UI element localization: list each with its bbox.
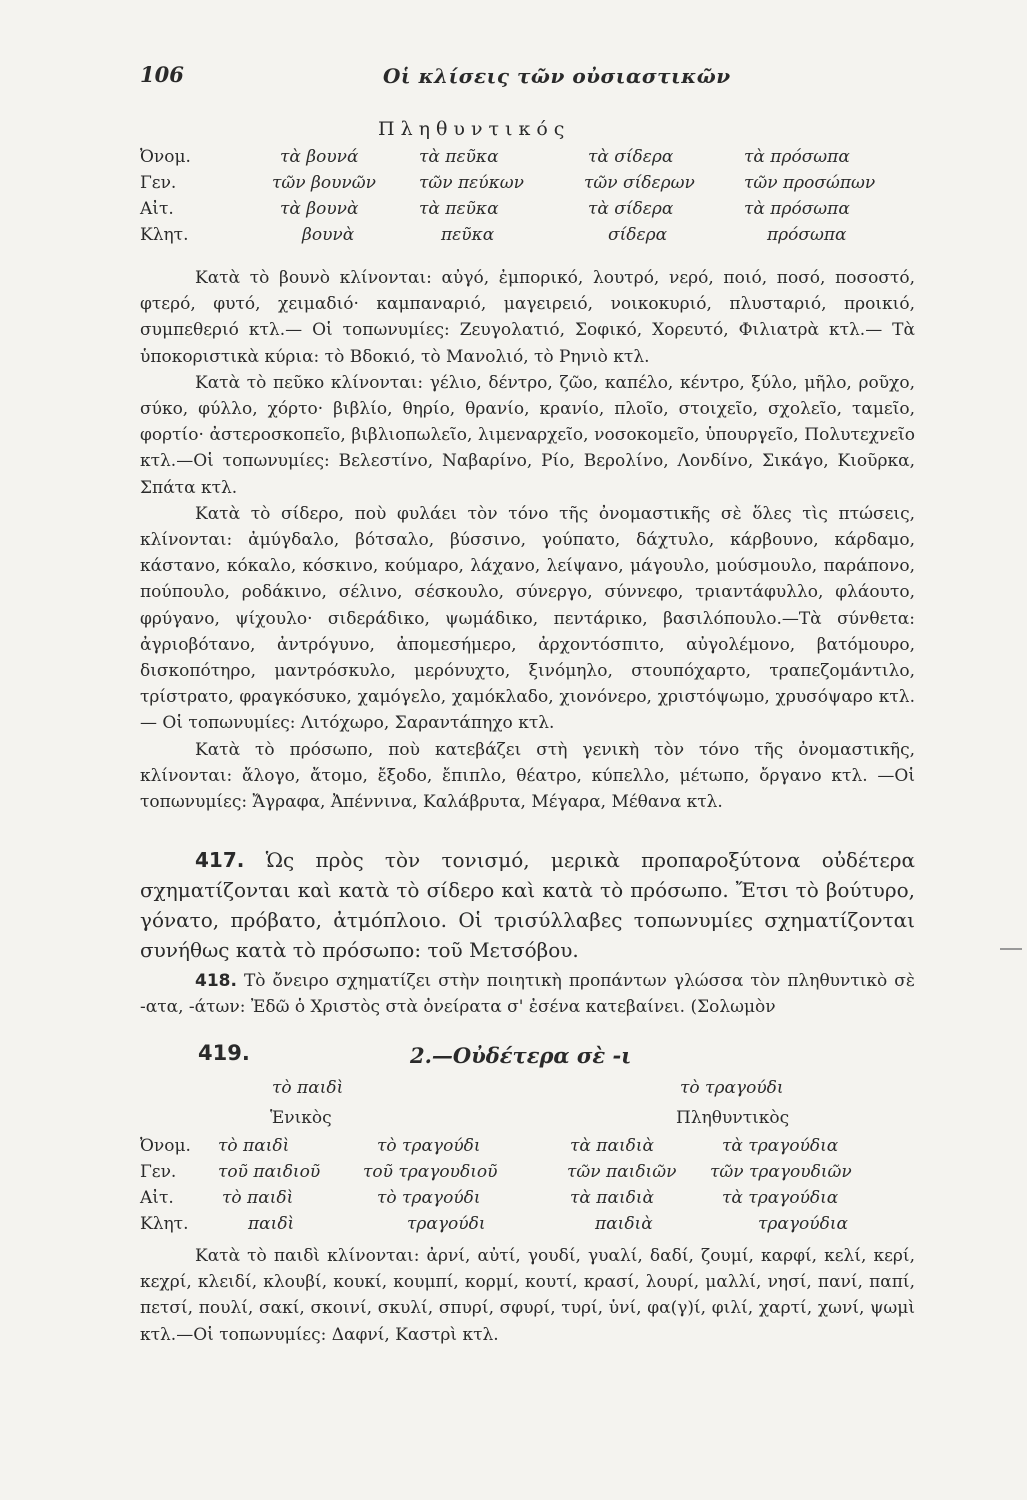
table-cell: τὰ σίδερα	[588, 147, 674, 167]
paragraph-prosopo: Κατὰ τὸ πρόσωπο, ποὺ κατεβάζει στὴ γενικὴ τὸν τόνο τῆς ὀνομαστικῆς, κλίνονται: ἄλογο, ἄτομο, ἔξοδο, ἔπιπλο, θέατρο, κύπελλο, μέτωπο, ὄργανο κτλ. —Οἱ τοπωνυμίες: Ἄγραφα, Ἀπέννινα, Καλάβρυτα, Μέγαρα, Μέθανα κτλ.	[140, 739, 915, 813]
column-title-right: τὸ τραγούδι	[680, 1078, 784, 1098]
case-label: Ὀνομ.	[140, 1136, 191, 1156]
table-cell: τὰ βουνὰ	[280, 199, 359, 219]
table-cell: τὰ πεῦκα	[419, 199, 499, 219]
plural-label: Πληθυντικὸς	[676, 1108, 790, 1128]
table-cell: τῶν τραγουδιῶν	[710, 1162, 852, 1182]
table-cell: πεῦκα	[441, 225, 495, 245]
table-cell: παιδὶ	[248, 1214, 295, 1234]
table-cell: τοῦ τραγουδιοῦ	[363, 1162, 498, 1182]
case-label: Αἰτ.	[140, 199, 174, 219]
margin-mark	[1000, 948, 1022, 950]
table-cell: τὸ παιδὶ	[218, 1136, 290, 1156]
table-cell: τὰ βουνά	[280, 147, 359, 167]
table-cell: τὸ τραγούδι	[377, 1136, 481, 1156]
table-cell: τῶν παιδιῶν	[567, 1162, 677, 1182]
table-cell: σίδερα	[608, 225, 668, 245]
table-cell: τὸ τραγούδι	[377, 1188, 481, 1208]
table-cell: τὰ τραγούδια	[722, 1188, 839, 1208]
table-cell: τὰ πρόσωπα	[744, 199, 850, 219]
section-417	[140, 845, 915, 965]
table-row	[140, 173, 917, 199]
paidi-paragraph-wrap	[140, 1243, 915, 1348]
declension-paragraphs	[140, 265, 915, 815]
section-text: Ὡς πρὸς τὸν τονισμό, μερικὰ προπαροξύτονα οὐδέτερα σχηματίζονται καὶ κατὰ τὸ σίδερο καὶ κατὰ τὸ πρόσωπο. Ἔτσι τὸ βούτυρο, γόνατο, πρόβατο, ἀτμόπλοιο. Οἱ τρισύλλαβες τοπωνυμίες σχηματίζονται συνήθως κατὰ τὸ πρόσωπο: τοῦ Μετσόβου.	[140, 848, 916, 962]
table-cell: τὰ παιδιὰ	[570, 1136, 654, 1156]
section-418	[140, 968, 915, 1020]
table-cell: τὰ παιδιὰ	[570, 1188, 654, 1208]
table-cell: τὰ σίδερα	[588, 199, 674, 219]
section-number: 419.	[198, 1041, 250, 1065]
paidi-declension-table	[140, 1136, 910, 1240]
table-row	[140, 1162, 910, 1188]
table-cell: τοῦ παιδιοῦ	[218, 1162, 321, 1182]
table-cell: τραγούδι	[407, 1214, 486, 1234]
table-cell: τῶν σίδερων	[584, 173, 695, 193]
table-cell: παιδιὰ	[595, 1214, 653, 1234]
section-text: Τὸ ὄνειρο σχηματίζει στὴν ποιητικὴ προπάντων γλώσσα τὸν πληθυντικὸ σὲ -ατα, -άτων: Ἐδῶ ὁ Χριστὸς στὰ ὀνείρατα σ' ἐσένα κατεβαίνει. (Σολωμὸν	[140, 971, 916, 1017]
running-title: Οἱ κλίσεις τῶν οὐσιαστικῶν	[383, 64, 731, 88]
table-cell: τὰ πεῦκα	[419, 147, 499, 167]
case-label: Γεν.	[140, 173, 177, 193]
case-label: Αἰτ.	[140, 1188, 174, 1208]
table-row	[140, 1188, 910, 1214]
section-title: 2.—Οὐδέτερα σὲ -ι	[410, 1043, 632, 1068]
plural-declension-table	[140, 147, 917, 251]
section-number: 417.	[195, 848, 245, 872]
table-cell: βουνὰ	[302, 225, 355, 245]
table-cell: τὰ πρόσωπα	[744, 147, 850, 167]
column-title-left: τὸ παιδὶ	[272, 1078, 344, 1098]
case-label: Ὀνομ.	[140, 147, 191, 167]
singular-label: Ἑνικὸς	[270, 1108, 332, 1128]
table-cell: τῶν πεύκων	[419, 173, 524, 193]
table-row	[140, 1136, 910, 1162]
page-number: 106	[140, 62, 184, 87]
table-cell: τραγούδια	[758, 1214, 848, 1234]
table-cell: τῶν προσώπων	[744, 173, 876, 193]
table-cell: τὰ τραγούδια	[722, 1136, 839, 1156]
case-label: Κλητ.	[140, 1214, 189, 1234]
table-row	[140, 1214, 910, 1240]
case-label: Κλητ.	[140, 225, 189, 245]
table-row	[140, 147, 917, 173]
table-row	[140, 225, 917, 251]
paragraph-paidi: Κατὰ τὸ παιδὶ κλίνονται: ἀρνί, αὐτί, γουδί, γυαλί, δαδί, ζουμί, καρφί, κελί, κερί, κεχρί, κλειδί, κλουβί, κουκί, κουμπί, κορμί, κουτί, κρασί, λουρί, μαλλί, νησί, πανί, παπί, πετσί, πουλί, σακί, σκοινί, σκυλί, σπυρί, σφυρί, τυρί, ὑνί, φα(γ)ί, φιλί, χαρτί, χωνί, ψωμὶ κτλ.—Οἱ τοπωνυμίες: Δαφνί, Καστρὶ κτλ.	[140, 1246, 915, 1345]
table-cell: πρόσωπα	[767, 225, 847, 245]
plural-heading: Πληθυντικός	[378, 118, 571, 140]
paragraph-sidero: Κατὰ τὸ σίδερο, ποὺ φυλάει τὸν τόνο τῆς ὀνομαστικῆς σὲ ὅλες τὶς πτώσεις, κλίνονται: ἀμύγδαλο, βότσαλο, βύσσινο, γούπατο, δάχτυλο, κάρβουνο, κάρδαμο, κάστανο, κόκαλο, κόσκινο, κούμαρο, λάχανο, λείψανο, μάγουλο, μούσμουλο, παράπονο, πούπουλο, ροδάκινο, σέλινο, σέσκουλο, σύνεργο, σύννεφο, τριαντάφυλλο, φλάουτο, φρύγανο, ψίχουλο· σιδεράδικο, ψωμάδικο, πεντάρικο, βασιλόπουλο.—Τὰ σύνθετα: ἀγριοβότανο, ἀντρόγυνο, ἀπομεσήμερο, ἀρχοντόσπιτο, αὐγολέμονο, βατόμουρο, δισκοπότηρο, μαντρόσκυλο, μερόνυχτο, ξινόμηλο, στουπόχαρτο, τραπεζομάντιλο, τρίστρατο, φραγκόσυκο, χαμόγελο, χαμόκλαδο, χιονόνερο, χριστόψωμο, χρυσόψαρο κτλ.— Οἱ τοπωνυμίες: Λιτόχωρο, Σαραντάπηχο κτλ.	[140, 503, 915, 734]
paragraph-vouno: Κατὰ τὸ βουνὸ κλίνονται: αὐγό, ἐμπορικό, λουτρό, νερό, ποιό, ποσό, ποσοστό, φτερό, φυτό, χειμαδιό· καμπαναριό, μαγειρειό, νοικοκυριό, πλυσταριό, προικιό, συμπεθεριό κτλ.— Οἱ τοπωνυμίες: Ζευγολατιό, Σοφικό, Χορευτό, Φιλιατρὰ κτλ.— Τὰ ὑποκοριστικὰ κύρια: τὸ Βδοκιό, τὸ Μανολιό, τὸ Ρηνιὸ κτλ.	[140, 268, 915, 367]
case-label: Γεν.	[140, 1162, 177, 1182]
table-cell: τῶν βουνῶν	[272, 173, 376, 193]
table-row	[140, 199, 917, 225]
section-number: 418.	[195, 971, 237, 991]
table-cell: τὸ παιδὶ	[222, 1188, 294, 1208]
paragraph-pefko: Κατὰ τὸ πεῦκο κλίνονται: γέλιο, δέντρο, ζῶο, καπέλο, κέντρο, ξύλο, μῆλο, ροῦχο, σύκο, φύλλο, χόρτο· βιβλίο, θηρίο, θρανίο, κρανίο, πλοῖο, στοιχεῖο, σχολεῖο, ταμεῖο, φορτίο· ἀστεροσκοπεῖο, βιβλιοπωλεῖο, λιμεναρχεῖο, νοσοκομεῖο, ὑπουργεῖο, Πολυτεχνεῖο κτλ.—Οἱ τοπωνυμίες: Βελεστίνο, Ναβαρίνο, Ρίο, Βερολίνο, Λονδίνο, Σικάγο, Κιοῦρκα, Σπάτα κτλ.	[140, 372, 915, 498]
